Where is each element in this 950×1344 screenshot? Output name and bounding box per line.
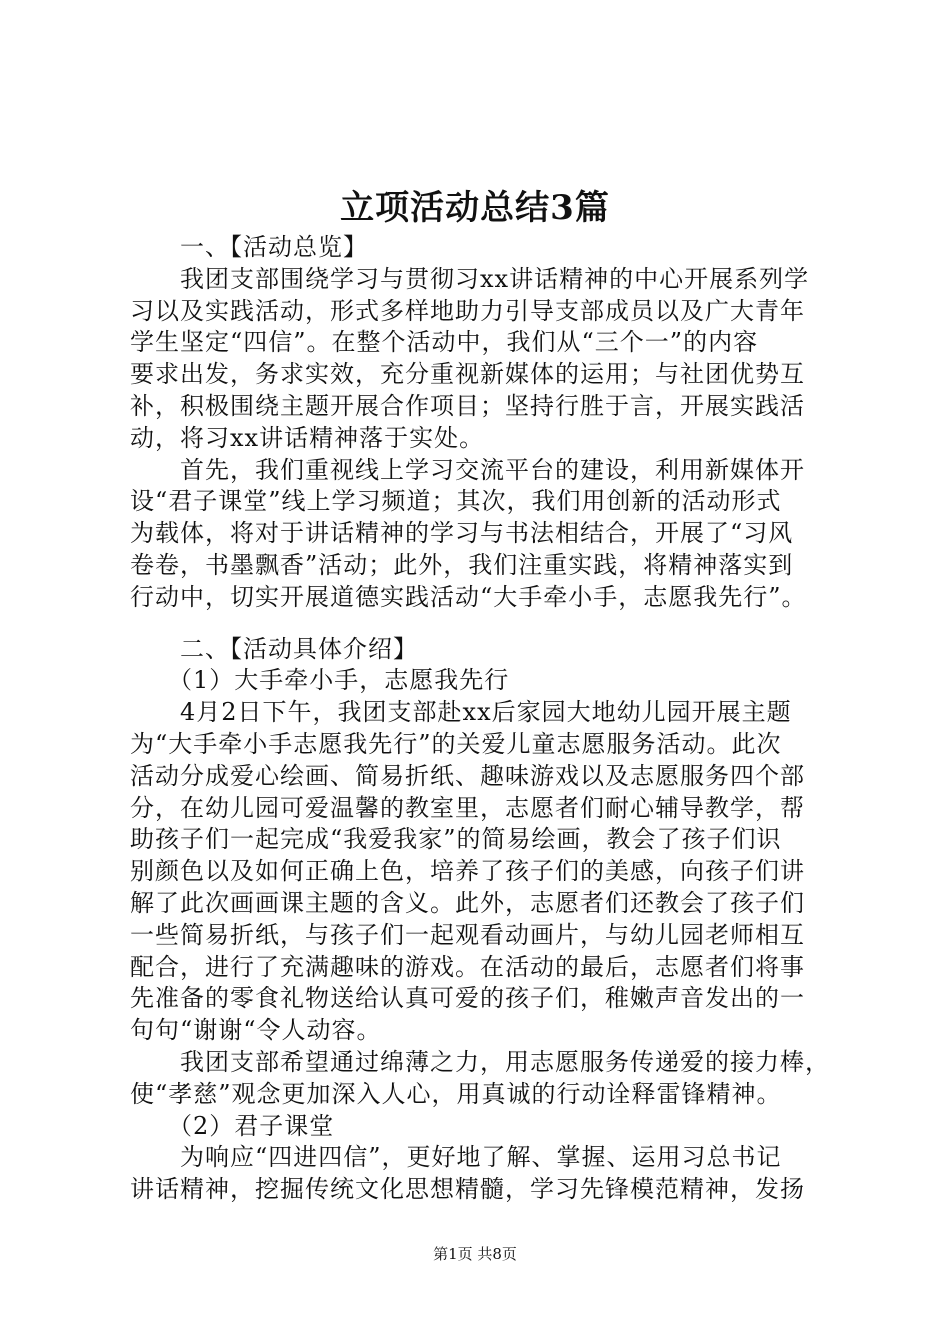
- text-line: 活动分成爱心绘画、简易折纸、趣味游戏以及志愿服务四个部: [130, 761, 805, 790]
- document-body: [130, 232, 850, 1206]
- text-line: （1）大手牵小手，志愿我先行: [130, 666, 510, 695]
- text-line: [130, 614, 850, 634]
- text-line: 句句“谢谢“令人动容。: [130, 1016, 382, 1045]
- text-line: 首先，我们重视线上学习交流平台的建设，利用新媒体开: [130, 455, 805, 484]
- text-line: （2）君子课堂: [130, 1111, 335, 1140]
- text-line: 补，积极围绕主题开展合作项目；坚持行胜于言，开展实践活: [130, 391, 805, 420]
- text-line: 为“大手牵小手志愿我先行”的关爱儿童志愿服务活动。此次: [130, 729, 782, 758]
- text-line: 解了此次画画课主题的含义。此外，志愿者们还教会了孩子们: [130, 888, 805, 917]
- text-line: 动，将习xx讲话精神落于实处。: [130, 423, 485, 452]
- text-line: 分，在幼儿园可爱温馨的教室里，志愿者们耐心辅导教学，帮: [130, 793, 805, 822]
- text-line: 我团支部围绕学习与贯彻习xx讲话精神的中心开展系列学: [130, 264, 810, 293]
- text-line: 助孩子们一起完成“我爱我家”的简易绘画，教会了孩子们识: [130, 825, 782, 854]
- document-title: 立项活动总结3篇: [340, 188, 610, 228]
- page-footer: 第1页 共8页: [433, 1245, 517, 1263]
- text-line: 为响应“四进四信”，更好地了解、掌握、运用习总书记: [130, 1143, 782, 1172]
- text-line: 为载体，将对于讲话精神的学习与书法相结合，开展了“习风: [130, 519, 794, 548]
- text-line: 我团支部希望通过绵薄之力，用志愿服务传递爱的接力棒，: [130, 1047, 830, 1076]
- text-line: 配合，进行了充满趣味的游戏。在活动的最后，志愿者们将事: [130, 952, 805, 981]
- text-line: 先准备的零食礼物送给认真可爱的孩子们，稚嫩声音发出的一: [130, 984, 805, 1013]
- text-line: 行动中，切实开展道德实践活动“大手牵小手，志愿我先行”。: [130, 582, 807, 611]
- text-line: 别颜色以及如何正确上色，培养了孩子们的美感，向孩子们讲: [130, 857, 805, 886]
- text-line: 使“孝慈”观念更加深入人心，用真诚的行动诠释雷锋精神。: [130, 1079, 782, 1108]
- text-line: 要求出发，务求实效，充分重视新媒体的运用；与社团优势互: [130, 360, 805, 389]
- text-line: 设“君子课堂”线上学习频道；其次，我们用创新的活动形式: [130, 487, 782, 516]
- text-line: 习以及实践活动，形式多样地助力引导支部成员以及广大青年: [130, 296, 805, 325]
- text-line: 学生坚定“四信”。在整个活动中，我们从“三个一”的内容: [130, 328, 759, 357]
- text-line: 一些简易折纸，与孩子们一起观看动画片，与幼儿园老师相互: [130, 920, 805, 949]
- text-line: 讲话精神，挖掘传统文化思想精髓，学习先锋模范精神，发扬: [130, 1175, 805, 1204]
- text-line: 一、【活动总览】: [130, 233, 368, 261]
- text-line: 卷卷，书墨飘香”活动；此外，我们注重实践，将精神落实到: [130, 550, 794, 579]
- text-line: 4月2日下午，我团支部赴xx后家园大地幼儿园开展主题: [130, 698, 792, 727]
- text-line: 二、【活动具体介绍】: [130, 634, 418, 663]
